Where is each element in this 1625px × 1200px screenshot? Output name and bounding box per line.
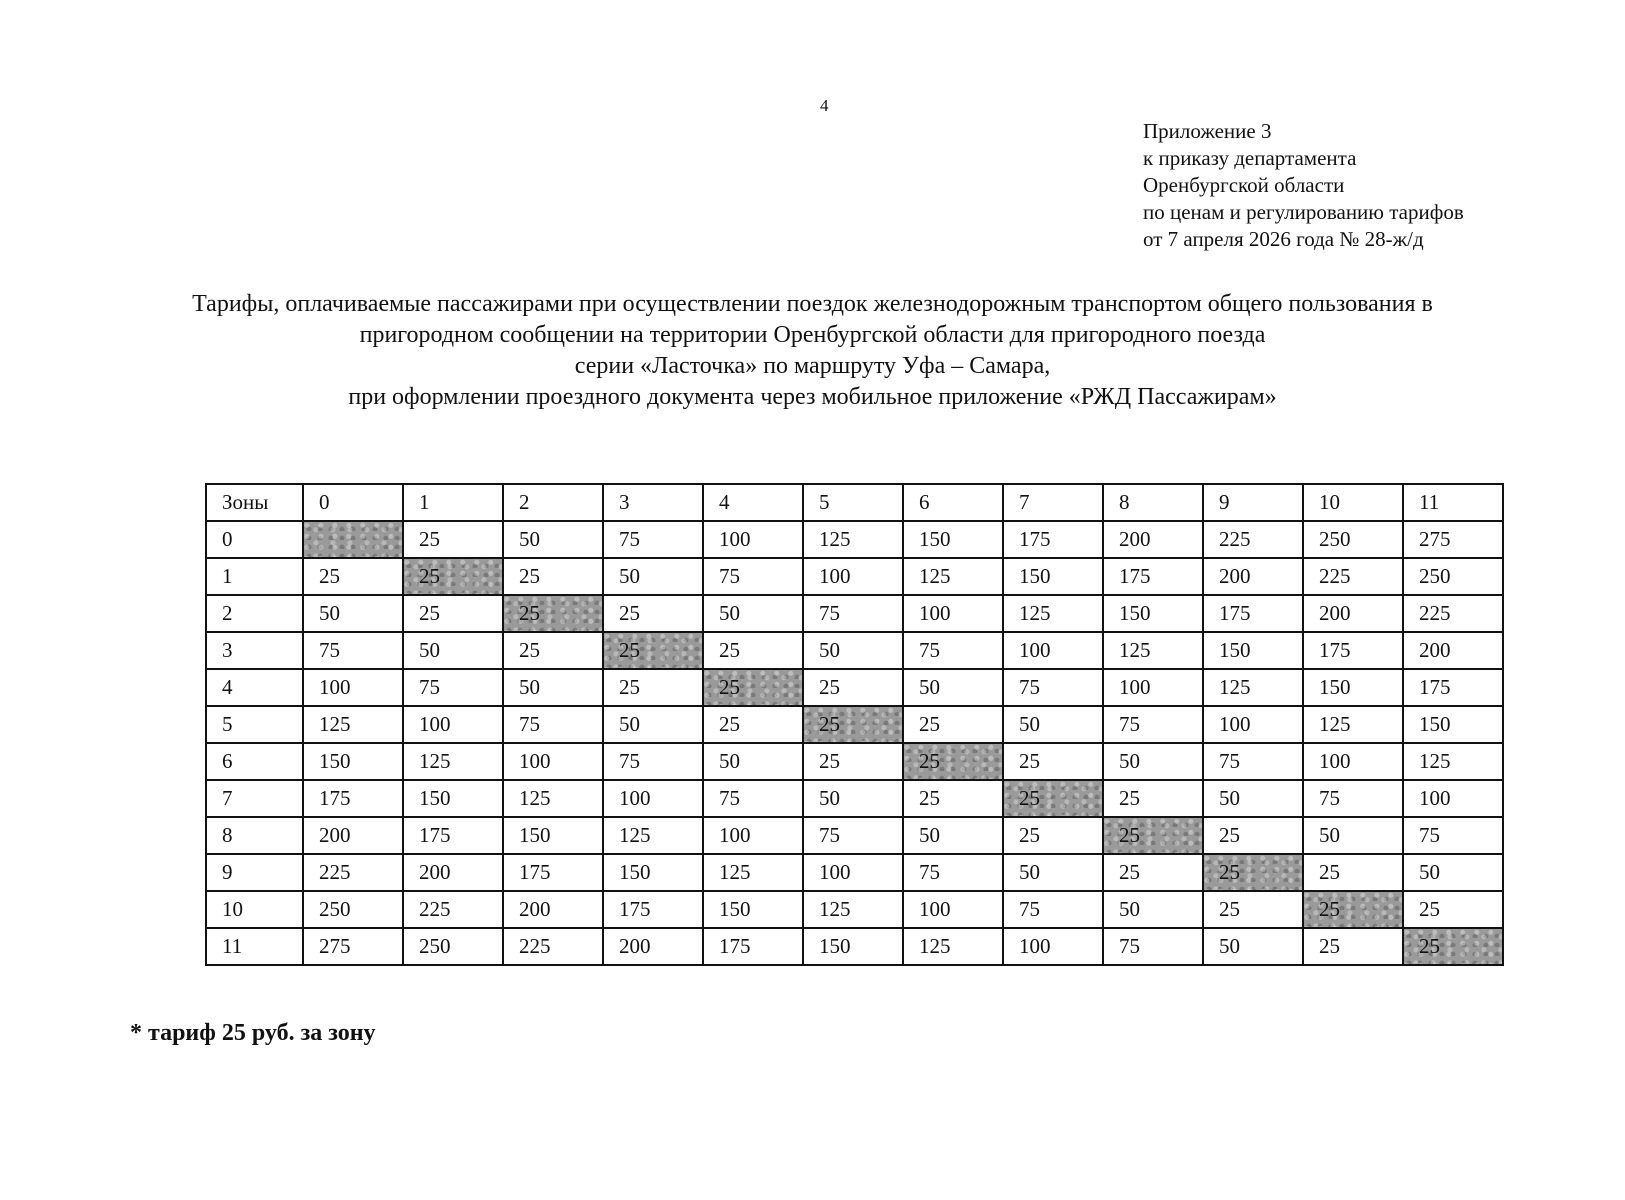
tariff-cell: 100 <box>503 743 603 780</box>
tariff-cell: 125 <box>803 891 903 928</box>
tariff-cell: 125 <box>1403 743 1503 780</box>
zone-column-header: 5 <box>803 484 903 521</box>
tariff-cell: 125 <box>903 558 1003 595</box>
tariff-cell: 25 <box>1003 817 1103 854</box>
tariff-cell: 75 <box>703 558 803 595</box>
tariff-cell: 100 <box>1103 669 1203 706</box>
tariff-cell: 150 <box>903 521 1003 558</box>
tariff-cell: 125 <box>403 743 503 780</box>
tariff-cell: 50 <box>1103 891 1203 928</box>
zone-row-header: 3 <box>206 632 303 669</box>
tariff-table-body <box>206 484 1503 965</box>
title-line: серии «Ласточка» по маршруту Уфа – Самара, <box>574 353 1051 379</box>
tariff-cell: 150 <box>1303 669 1403 706</box>
tariff-cell: 100 <box>1003 632 1103 669</box>
tariff-cell: 100 <box>1403 780 1503 817</box>
tariff-cell: 25 <box>1203 891 1303 928</box>
zone-column-header: 2 <box>503 484 603 521</box>
tariff-cell: 175 <box>403 817 503 854</box>
footnote: * тариф 25 руб. за зону <box>130 1020 376 1046</box>
tariff-cell: 25 <box>503 558 603 595</box>
tariff-cell: 125 <box>603 817 703 854</box>
tariff-cell: 50 <box>403 632 503 669</box>
appendix-line: Приложение 3 <box>1143 119 1272 143</box>
tariff-cell: 50 <box>503 521 603 558</box>
tariff-cell: 150 <box>703 891 803 928</box>
appendix-block <box>1143 118 1464 253</box>
tariff-cell: 50 <box>303 595 403 632</box>
tariff-cell: 200 <box>503 891 603 928</box>
tariff-cell: 100 <box>703 817 803 854</box>
tariff-cell: 175 <box>1303 632 1403 669</box>
tariff-cell: 100 <box>803 854 903 891</box>
tariff-cell: 275 <box>303 928 403 965</box>
tariff-cell: 25 <box>1103 817 1203 854</box>
appendix-line: к приказу департамента <box>1143 146 1357 170</box>
tariff-cell: 175 <box>1003 521 1103 558</box>
tariff-cell: 100 <box>903 891 1003 928</box>
tariff-cell: 125 <box>1103 632 1203 669</box>
zone-column-header: 3 <box>603 484 703 521</box>
tariff-cell: 125 <box>1003 595 1103 632</box>
tariff-cell: 25 <box>1203 817 1303 854</box>
tariff-cell <box>303 521 403 558</box>
tariff-cell: 150 <box>603 854 703 891</box>
tariff-cell: 125 <box>1203 669 1303 706</box>
tariff-cell: 175 <box>703 928 803 965</box>
tariff-cell: 50 <box>503 669 603 706</box>
tariff-cell: 150 <box>803 928 903 965</box>
tariff-cell: 250 <box>403 928 503 965</box>
tariff-cell: 25 <box>503 632 603 669</box>
tariff-cell: 75 <box>1303 780 1403 817</box>
zone-column-header: 1 <box>403 484 503 521</box>
tariff-cell: 50 <box>1103 743 1203 780</box>
tariff-table <box>205 483 1504 966</box>
tariff-cell: 175 <box>1103 558 1203 595</box>
tariff-cell: 25 <box>903 706 1003 743</box>
tariff-cell: 200 <box>603 928 703 965</box>
tariff-cell: 25 <box>403 521 503 558</box>
page-number: 4 <box>820 96 829 115</box>
table-row <box>206 854 1503 891</box>
tariff-cell: 25 <box>1003 780 1103 817</box>
zone-row-header: 6 <box>206 743 303 780</box>
tariff-cell: 225 <box>403 891 503 928</box>
tariff-cell: 225 <box>1203 521 1303 558</box>
title-line: Тарифы, оплачиваемые пассажирами при осуществлении поездок железнодорожным транспортом общего пользования в <box>192 291 1433 317</box>
tariff-cell: 25 <box>803 706 903 743</box>
tariff-cell: 175 <box>603 891 703 928</box>
tariff-cell: 125 <box>1303 706 1403 743</box>
tariff-cell: 50 <box>703 595 803 632</box>
tariff-cell: 150 <box>1003 558 1103 595</box>
tariff-cell: 175 <box>303 780 403 817</box>
tariff-cell: 125 <box>903 928 1003 965</box>
appendix-line: по ценам и регулированию тарифов <box>1143 200 1464 224</box>
tariff-cell: 75 <box>1003 669 1103 706</box>
tariff-cell: 275 <box>1403 521 1503 558</box>
tariff-cell: 200 <box>403 854 503 891</box>
tariff-cell: 100 <box>1303 743 1403 780</box>
appendix-line: Оренбургской области <box>1143 173 1345 197</box>
tariff-cell: 50 <box>603 558 703 595</box>
tariff-cell: 25 <box>1303 928 1403 965</box>
tariff-cell: 50 <box>1003 706 1103 743</box>
tariff-cell: 50 <box>1403 854 1503 891</box>
tariff-cell: 75 <box>703 780 803 817</box>
tariff-cell: 175 <box>1403 669 1503 706</box>
table-row <box>206 558 1503 595</box>
tariff-cell: 225 <box>1303 558 1403 595</box>
tariff-cell: 250 <box>1303 521 1403 558</box>
tariff-cell: 75 <box>503 706 603 743</box>
tariff-cell: 25 <box>703 669 803 706</box>
tariff-cell: 25 <box>1403 928 1503 965</box>
tariff-cell: 25 <box>803 743 903 780</box>
tariff-cell: 75 <box>903 854 1003 891</box>
tariff-cell: 25 <box>1303 854 1403 891</box>
table-row <box>206 521 1503 558</box>
tariff-cell: 150 <box>1403 706 1503 743</box>
tariff-cell: 100 <box>603 780 703 817</box>
table-row <box>206 780 1503 817</box>
zone-column-header: 11 <box>1403 484 1503 521</box>
tariff-cell: 100 <box>703 521 803 558</box>
tariff-cell: 150 <box>403 780 503 817</box>
tariff-cell: 75 <box>1403 817 1503 854</box>
zone-column-header: 10 <box>1303 484 1403 521</box>
zone-row-header: 5 <box>206 706 303 743</box>
tariff-cell: 75 <box>403 669 503 706</box>
zone-row-header: 9 <box>206 854 303 891</box>
tariff-cell: 200 <box>1103 521 1203 558</box>
zones-header-cell: Зоны <box>206 484 303 521</box>
tariff-cell: 150 <box>1103 595 1203 632</box>
tariff-cell: 150 <box>1203 632 1303 669</box>
tariff-cell: 125 <box>503 780 603 817</box>
zone-row-header: 10 <box>206 891 303 928</box>
tariff-cell: 75 <box>1103 706 1203 743</box>
tariff-cell: 75 <box>903 632 1003 669</box>
tariff-cell: 50 <box>803 632 903 669</box>
tariff-cell: 250 <box>1403 558 1503 595</box>
tariff-cell: 100 <box>903 595 1003 632</box>
tariff-cell: 25 <box>703 632 803 669</box>
tariff-cell: 25 <box>1003 743 1103 780</box>
tariff-cell: 25 <box>303 558 403 595</box>
tariff-cell: 25 <box>403 558 503 595</box>
tariff-cell: 75 <box>803 817 903 854</box>
tariff-cell: 150 <box>303 743 403 780</box>
tariff-cell: 25 <box>903 743 1003 780</box>
tariff-cell: 25 <box>1103 854 1203 891</box>
zone-column-header: 7 <box>1003 484 1103 521</box>
tariff-cell: 50 <box>703 743 803 780</box>
tariff-cell: 100 <box>803 558 903 595</box>
tariff-cell: 75 <box>603 521 703 558</box>
zone-row-header: 4 <box>206 669 303 706</box>
tariff-cell: 100 <box>1203 706 1303 743</box>
tariff-cell: 50 <box>1203 780 1303 817</box>
tariff-cell: 25 <box>1303 891 1403 928</box>
tariff-cell: 25 <box>903 780 1003 817</box>
tariff-cell: 25 <box>703 706 803 743</box>
table-row <box>206 632 1503 669</box>
tariff-cell: 175 <box>503 854 603 891</box>
tariff-cell: 75 <box>1203 743 1303 780</box>
zone-row-header: 2 <box>206 595 303 632</box>
zone-column-header: 9 <box>1203 484 1303 521</box>
table-row <box>206 706 1503 743</box>
zone-column-header: 6 <box>903 484 1003 521</box>
tariff-cell: 75 <box>1003 891 1103 928</box>
tariff-cell: 100 <box>1003 928 1103 965</box>
tariff-cell: 25 <box>603 669 703 706</box>
tariff-cell: 75 <box>603 743 703 780</box>
title-line: при оформлении проездного документа через мобильное приложение «РЖД Пассажирам» <box>348 384 1277 410</box>
table-row <box>206 669 1503 706</box>
tariff-cell: 225 <box>1403 595 1503 632</box>
tariff-cell: 25 <box>603 632 703 669</box>
zone-row-header: 0 <box>206 521 303 558</box>
tariff-cell: 50 <box>903 669 1003 706</box>
table-row <box>206 743 1503 780</box>
tariff-cell: 50 <box>603 706 703 743</box>
title-line: пригородном сообщении на территории Оренбургской области для пригородного поезда <box>359 322 1266 348</box>
tariff-cell: 150 <box>503 817 603 854</box>
tariff-cell: 100 <box>403 706 503 743</box>
zone-column-header: 0 <box>303 484 403 521</box>
tariff-cell: 25 <box>803 669 903 706</box>
tariff-cell: 50 <box>803 780 903 817</box>
tariff-cell: 200 <box>303 817 403 854</box>
tariff-cell: 25 <box>503 595 603 632</box>
appendix-line: от 7 апреля 2026 года № 28-ж/д <box>1143 227 1424 251</box>
zone-column-header: 4 <box>703 484 803 521</box>
tariff-cell: 200 <box>1303 595 1403 632</box>
tariff-cell: 100 <box>303 669 403 706</box>
tariff-cell: 25 <box>1203 854 1303 891</box>
tariff-cell: 225 <box>303 854 403 891</box>
tariff-cell: 50 <box>1003 854 1103 891</box>
zone-row-header: 7 <box>206 780 303 817</box>
tariff-cell: 225 <box>503 928 603 965</box>
tariff-cell: 250 <box>303 891 403 928</box>
tariff-cell: 25 <box>403 595 503 632</box>
tariff-cell: 50 <box>1303 817 1403 854</box>
tariff-cell: 125 <box>803 521 903 558</box>
tariff-cell: 125 <box>703 854 803 891</box>
tariff-cell: 25 <box>1403 891 1503 928</box>
tariff-cell: 25 <box>1103 780 1203 817</box>
table-row <box>206 891 1503 928</box>
table-row <box>206 817 1503 854</box>
zone-row-header: 1 <box>206 558 303 595</box>
table-row <box>206 595 1503 632</box>
tariff-cell: 75 <box>803 595 903 632</box>
tariff-cell: 50 <box>1203 928 1303 965</box>
tariff-cell: 200 <box>1403 632 1503 669</box>
document-title <box>60 289 1565 413</box>
tariff-cell: 50 <box>903 817 1003 854</box>
tariff-cell: 175 <box>1203 595 1303 632</box>
tariff-cell: 25 <box>603 595 703 632</box>
table-row <box>206 928 1503 965</box>
zone-column-header: 8 <box>1103 484 1203 521</box>
table-header-row <box>206 484 1503 521</box>
tariff-cell: 200 <box>1203 558 1303 595</box>
zone-row-header: 11 <box>206 928 303 965</box>
tariff-cell: 75 <box>303 632 403 669</box>
tariff-cell: 125 <box>303 706 403 743</box>
tariff-cell: 75 <box>1103 928 1203 965</box>
zone-row-header: 8 <box>206 817 303 854</box>
